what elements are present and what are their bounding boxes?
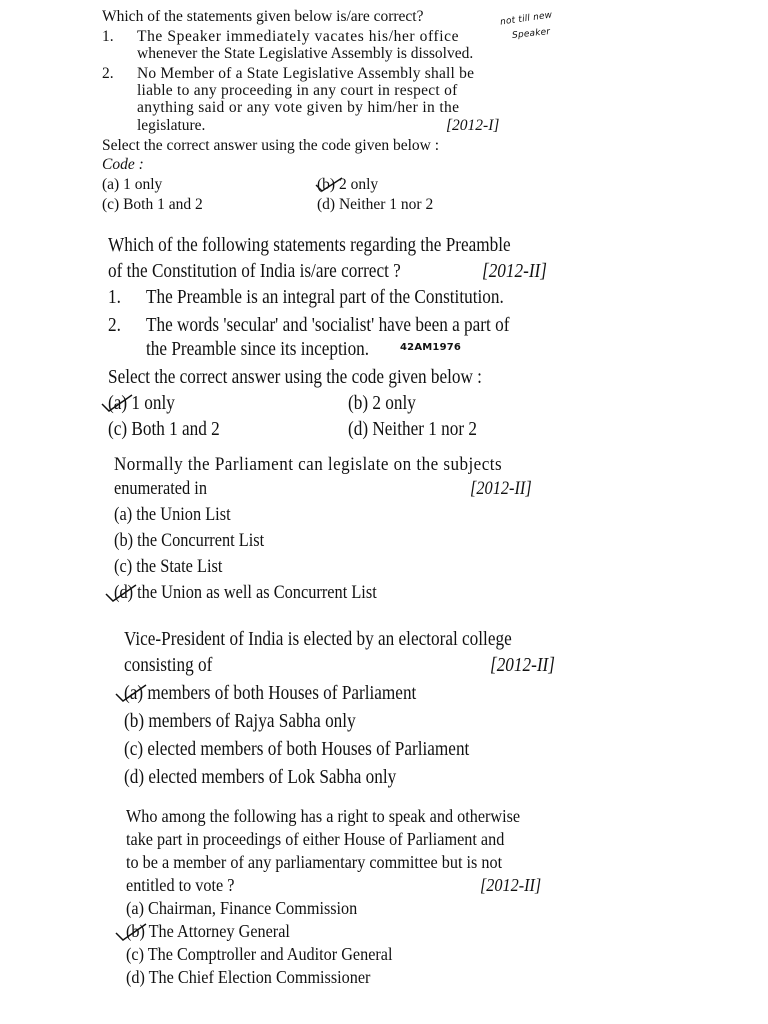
q1-answer-tick-icon (314, 176, 344, 194)
q1-option-b: (b) 2 only (317, 176, 379, 193)
q4-answer-tick-icon (114, 682, 150, 704)
q1-year-tag: [2012-I] (446, 117, 500, 134)
q2-statement-2-line-1: The words 'secular' and 'socialist' have been a part of (146, 314, 510, 336)
question-3 (0, 450, 768, 610)
q2-statement-2-line-2: the Preamble since its inception. (146, 338, 370, 360)
q1-statement-2-line-1: No Member of a State Legislative Assembly shall be (137, 65, 475, 82)
q4-year-tag: [2012-II] (490, 654, 555, 676)
q1-statement-1-line-1: The Speaker immediately vacates his/her office (137, 28, 460, 45)
q1-stem: Which of the statements given below is/are correct? (102, 8, 424, 25)
q2-statement-1: The Preamble is an integral part of the Constitution. (146, 286, 504, 308)
q5-option-b: (b) The Attorney General (126, 921, 290, 941)
q4-option-c: (c) elected members of both Houses of Parliament (124, 738, 470, 760)
q2-option-a: (a) 1 only (108, 392, 175, 414)
q2-option-b: (b) 2 only (348, 392, 416, 414)
q5-year-tag: [2012-II] (480, 875, 542, 895)
q5-option-d: (d) The Chief Election Commissioner (126, 967, 371, 987)
q1-statement-2-line-2: liable to any proceeding in any court in respect of (137, 82, 458, 99)
q3-stem-line-2: enumerated in (114, 478, 208, 499)
q5-stem-line-4: entitled to vote ? (126, 875, 235, 895)
q4-stem-line-2: consisting of (124, 654, 213, 676)
q1-statement-1-number: 1. (102, 28, 114, 45)
question-4 (0, 622, 768, 798)
q1-statement-2-line-4: legislature. (137, 117, 206, 134)
q3-option-b: (b) the Concurrent List (114, 530, 265, 551)
q1-code-label: Code : (102, 156, 144, 173)
q1-instruction: Select the correct answer using the code given below : (102, 137, 440, 154)
q5-option-c: (c) The Comptroller and Auditor General (126, 944, 393, 964)
q3-year-tag: [2012-II] (470, 478, 532, 499)
q3-option-c: (c) the State List (114, 556, 223, 577)
q2-stem-line-2: of the Constitution of India is/are correct ? (108, 260, 401, 282)
q1-statement-2-number: 2. (102, 65, 114, 82)
q3-answer-tick-icon (104, 582, 140, 604)
q5-answer-tick-icon (114, 921, 150, 943)
q2-statement-1-number: 1. (108, 286, 121, 308)
q1-statement-1-line-2: whenever the State Legislative Assembly is dissolved. (137, 45, 474, 62)
q2-handwritten-note: 42AM1976 (400, 342, 462, 353)
q2-year-tag: [2012-II] (482, 260, 547, 282)
q3-stem-line-1: Normally the Parliament can legislate on the subjects (114, 454, 503, 475)
question-1 (0, 0, 768, 220)
q2-instruction: Select the correct answer using the code given below : (108, 366, 482, 388)
q4-option-b: (b) members of Rajya Sabha only (124, 710, 356, 732)
q1-option-d: (d) Neither 1 nor 2 (317, 196, 434, 213)
q5-option-a: (a) Chairman, Finance Commission (126, 898, 358, 918)
q4-stem-line-1: Vice-President of India is elected by an electoral college (124, 628, 512, 650)
q3-option-d: (d) the Union as well as Concurrent List (114, 582, 377, 603)
q2-statement-2-number: 2. (108, 314, 121, 336)
q2-option-c: (c) Both 1 and 2 (108, 418, 220, 440)
question-5 (0, 800, 768, 1000)
q1-handwritten-note-1: not till new (499, 10, 553, 28)
question-2 (0, 226, 768, 448)
q4-option-a: (a) members of both Houses of Parliament (124, 682, 417, 704)
q2-stem-line-1: Which of the following statements regarding the Preamble (108, 234, 511, 256)
q2-option-d: (d) Neither 1 nor 2 (348, 418, 477, 440)
q4-option-d: (d) elected members of Lok Sabha only (124, 766, 397, 788)
q2-answer-tick-icon (100, 392, 136, 414)
q1-statement-2-line-3: anything said or any vote given by him/her in the (137, 99, 460, 116)
q1-option-a: (a) 1 only (102, 176, 163, 193)
q5-stem-line-2: take part in proceedings of either House of Parliament and (126, 829, 505, 849)
q5-stem-line-1: Who among the following has a right to speak and otherwise (126, 806, 521, 826)
q1-option-c: (c) Both 1 and 2 (102, 196, 203, 213)
q1-handwritten-note-2: Speaker (511, 27, 551, 41)
q5-stem-line-3: to be a member of any parliamentary committee but is not (126, 852, 503, 872)
q3-option-a: (a) the Union List (114, 504, 231, 525)
